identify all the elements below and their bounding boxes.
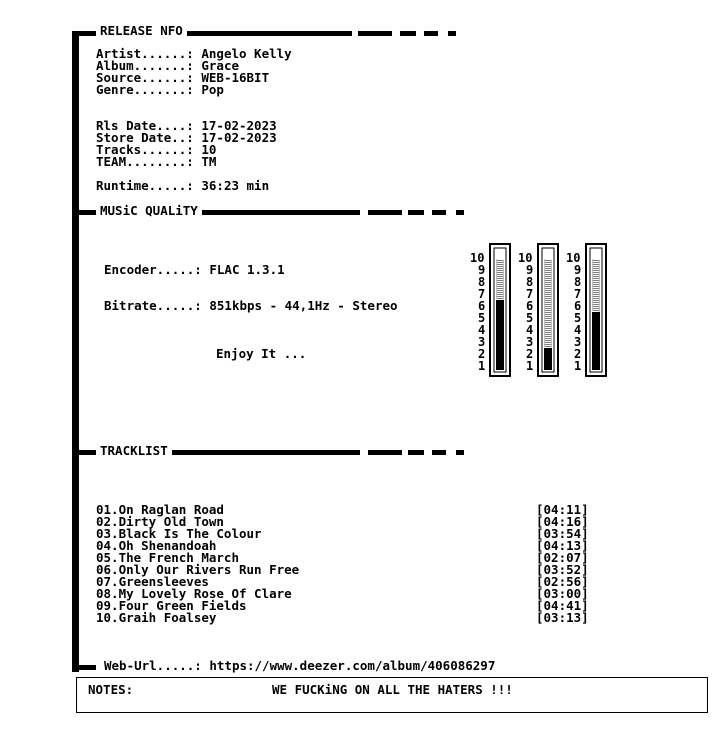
meter-hatch: [544, 302, 552, 303]
level-meter: [566, 244, 606, 376]
meter-hatch: [544, 264, 552, 265]
meter-level-label: 5: [574, 311, 582, 325]
meter-level-label: 7: [526, 287, 534, 301]
tracks-value: 10: [201, 142, 217, 157]
meter-hatch: [592, 300, 600, 301]
meter-hatch: [592, 260, 600, 261]
left-border-inner: [77, 31, 79, 672]
meter-level-label: 8: [478, 275, 486, 289]
meter-fill: [544, 348, 552, 370]
meter-top-label: 10: [470, 251, 485, 265]
source-value: WEB-16BIT: [201, 70, 270, 85]
meter-hatch: [592, 270, 600, 271]
notes-label: NOTES:: [88, 682, 134, 697]
level-meters: [466, 240, 616, 380]
album-label: Album.......:: [96, 58, 194, 73]
meter-hatch: [592, 280, 600, 281]
meter-hatch: [592, 304, 600, 305]
meter-hatch: [544, 266, 552, 267]
meter-hatch: [544, 306, 552, 307]
meter-hatch: [544, 336, 552, 337]
meter-level-label: 5: [478, 311, 486, 325]
meter-hatch: [544, 308, 552, 309]
meter-hatch: [592, 296, 600, 297]
meter-hatch: [496, 266, 504, 267]
web-url-link[interactable]: https://www.deezer.com/album/406086297: [209, 658, 496, 673]
meter-hatch: [592, 268, 600, 269]
meter-hatch: [544, 262, 552, 263]
meter-hatch: [544, 280, 552, 281]
meter-level-label: 2: [574, 347, 582, 361]
track-name: 04.Oh Shenandoah: [96, 538, 217, 553]
meter-level-label: 6: [478, 299, 486, 313]
meter-hatch: [544, 322, 552, 323]
track-time: [03:54]: [536, 526, 589, 541]
meter-hatch: [544, 342, 552, 343]
meter-level-label: 3: [526, 335, 534, 349]
meter-hatch: [592, 298, 600, 299]
meter-top-label: 10: [518, 251, 533, 265]
dash: [456, 450, 464, 455]
level-meter: [470, 244, 510, 376]
meter-hatch: [544, 314, 552, 315]
music-quality-title: MUSiC QUALiTY: [96, 205, 202, 217]
meter-level-label: 7: [574, 287, 582, 301]
track-time: [02:07]: [536, 550, 589, 565]
meter-hatch: [496, 264, 504, 265]
tracks-label: Tracks......:: [96, 142, 194, 157]
meter-hatch: [544, 318, 552, 319]
meter-hatch: [496, 290, 504, 291]
dash: [368, 210, 402, 215]
genre-value: Pop: [201, 82, 224, 97]
dash: [400, 31, 416, 36]
bitrate-label: Bitrate.....:: [104, 298, 202, 313]
meter-hatch: [544, 310, 552, 311]
meter-hatch: [496, 260, 504, 261]
artist-value: Angelo Kelly: [201, 46, 292, 61]
meter-hatch: [496, 268, 504, 269]
track-name: 01.On Raglan Road: [96, 502, 224, 517]
meter-hatch: [544, 288, 552, 289]
bottom-line: [72, 665, 96, 670]
dash: [432, 450, 446, 455]
meter-hatch: [544, 346, 552, 347]
meter-top-label: 10: [566, 251, 581, 265]
meter-level-label: 4: [526, 323, 534, 337]
meter-hatch: [592, 292, 600, 293]
meter-hatch: [496, 292, 504, 293]
meter-hatch: [544, 304, 552, 305]
meter-hatch: [592, 272, 600, 273]
meter-level-label: 3: [478, 335, 486, 349]
meter-hatch: [544, 312, 552, 313]
meter-hatch: [592, 288, 600, 289]
source-label: Source......:: [96, 70, 194, 85]
meter-level-label: 6: [526, 299, 534, 313]
rls-date-value: 17-02-2023: [201, 118, 277, 133]
meter-level-label: 8: [526, 275, 534, 289]
meter-hatch: [496, 272, 504, 273]
meter-hatch: [592, 294, 600, 295]
meter-level-label: 9: [478, 263, 486, 277]
meter-hatch: [592, 266, 600, 267]
meter-hatch: [544, 320, 552, 321]
track-name: 06.Only Our Rivers Run Free: [96, 562, 300, 577]
meter-hatch: [544, 326, 552, 327]
runtime-row: [96, 180, 269, 192]
web-url-label: Web-Url.....:: [104, 658, 202, 673]
meter-hatch: [496, 284, 504, 285]
track-time: [02:56]: [536, 574, 589, 589]
meter-hatch: [592, 276, 600, 277]
meter-hatch: [592, 310, 600, 311]
meter-level-label: 7: [478, 287, 486, 301]
store-date-value: 17-02-2023: [201, 130, 277, 145]
meter-hatch: [496, 270, 504, 271]
meter-hatch: [544, 340, 552, 341]
meter-level-label: 9: [574, 263, 582, 277]
meter-hatch: [544, 274, 552, 275]
encoder-label: Encoder.....:: [104, 262, 202, 277]
track-name: 10.Graih Foalsey: [96, 610, 217, 625]
track-name: 03.Black Is The Colour: [96, 526, 262, 541]
meter-hatch: [592, 274, 600, 275]
track-time: [03:52]: [536, 562, 589, 577]
store-date-label: Store Date..:: [96, 130, 194, 145]
meter-hatch: [496, 298, 504, 299]
meter-hatch: [544, 294, 552, 295]
meter-level-label: 8: [574, 275, 582, 289]
meter-hatch: [544, 324, 552, 325]
track-time: [04:11]: [536, 502, 589, 517]
meter-hatch: [544, 292, 552, 293]
meter-level-label: 3: [574, 335, 582, 349]
meter-hatch: [592, 302, 600, 303]
album-value: Grace: [201, 58, 240, 73]
meter-hatch: [544, 316, 552, 317]
meter-hatch: [496, 286, 504, 287]
meter-hatch: [592, 278, 600, 279]
meter-hatch: [592, 308, 600, 309]
meter-level-label: 9: [526, 263, 534, 277]
meter-level-label: 2: [478, 347, 486, 361]
meter-hatch: [592, 306, 600, 307]
dash: [448, 31, 456, 36]
track-name: 02.Dirty Old Town: [96, 514, 224, 529]
level-meter: [518, 244, 558, 376]
meter-level-label: 6: [574, 299, 582, 313]
artist-label: Artist......:: [96, 46, 194, 61]
meter-hatch: [496, 296, 504, 297]
encoder-value: FLAC 1.3.1: [209, 262, 285, 277]
track-time: [03:00]: [536, 586, 589, 601]
track-name: 09.Four Green Fields: [96, 598, 247, 613]
dash: [456, 210, 464, 215]
runtime-label: Runtime.....:: [96, 178, 194, 193]
bitrate-row: [104, 300, 398, 312]
track-name: 05.The French March: [96, 550, 239, 565]
meter-hatch: [544, 276, 552, 277]
meter-hatch: [496, 262, 504, 263]
meter-hatch: [592, 264, 600, 265]
meter-hatch: [544, 286, 552, 287]
meter-hatch: [496, 294, 504, 295]
track-name: 08.My Lovely Rose Of Clare: [96, 586, 292, 601]
meter-hatch: [544, 296, 552, 297]
encoder-row: [104, 264, 285, 276]
meter-hatch: [592, 262, 600, 263]
meter-hatch: [496, 274, 504, 275]
rls-date-label: Rls Date....:: [96, 118, 194, 133]
meter-hatch: [544, 300, 552, 301]
genre-row: [96, 84, 224, 96]
bitrate-value: 851kbps - 44,1Hz - Stereo: [209, 298, 398, 313]
meter-hatch: [544, 330, 552, 331]
meter-level-label: 1: [574, 359, 582, 373]
web-url-row: [104, 660, 495, 672]
meter-hatch: [496, 280, 504, 281]
meter-hatch: [592, 290, 600, 291]
meter-level-label: 4: [574, 323, 582, 337]
release-nfo-title: RELEASE NFO: [96, 25, 187, 37]
meter-hatch: [496, 278, 504, 279]
meter-hatch: [544, 284, 552, 285]
track-time: [04:13]: [536, 538, 589, 553]
meter-hatch: [544, 328, 552, 329]
meter-hatch: [544, 282, 552, 283]
meter-hatch: [544, 290, 552, 291]
meter-fill: [496, 300, 504, 370]
dash: [368, 450, 402, 455]
dash: [358, 31, 392, 36]
meter-hatch: [544, 260, 552, 261]
runtime-value: 36:23 min: [201, 178, 270, 193]
track-time: [03:13]: [536, 610, 589, 625]
team-label: TEAM........:: [96, 154, 194, 169]
meter-hatch: [496, 276, 504, 277]
meter-hatch: [496, 282, 504, 283]
notes-box: [76, 677, 708, 713]
meter-hatch: [544, 278, 552, 279]
meter-level-label: 1: [478, 359, 486, 373]
meter-hatch: [544, 344, 552, 345]
meter-hatch: [544, 270, 552, 271]
team-value: TM: [201, 154, 217, 169]
track-time: [04:41]: [536, 598, 589, 613]
dash: [432, 210, 446, 215]
meter-hatch: [592, 286, 600, 287]
team-row: [96, 156, 216, 168]
meter-hatch: [592, 282, 600, 283]
enjoy-text: Enjoy It ...: [216, 346, 307, 361]
dash: [408, 210, 424, 215]
track-name: 07.Greensleeves: [96, 574, 209, 589]
meter-hatch: [544, 298, 552, 299]
dash: [408, 450, 424, 455]
genre-label: Genre.......:: [96, 82, 194, 97]
tracklist-title: TRACKLIST: [96, 445, 172, 457]
meter-level-label: 1: [526, 359, 534, 373]
meter-hatch: [544, 332, 552, 333]
meter-fill: [592, 312, 600, 370]
meter-level-label: 5: [526, 311, 534, 325]
meter-hatch: [544, 334, 552, 335]
track-time: [04:16]: [536, 514, 589, 529]
meter-level-label: 4: [478, 323, 486, 337]
meter-hatch: [544, 268, 552, 269]
meter-hatch: [544, 338, 552, 339]
meter-level-label: 2: [526, 347, 534, 361]
meter-hatch: [496, 288, 504, 289]
dash: [424, 31, 438, 36]
notes-text: WE FUCKiNG ON ALL THE HATERS !!!: [272, 682, 513, 697]
meter-hatch: [592, 284, 600, 285]
meter-hatch: [544, 272, 552, 273]
